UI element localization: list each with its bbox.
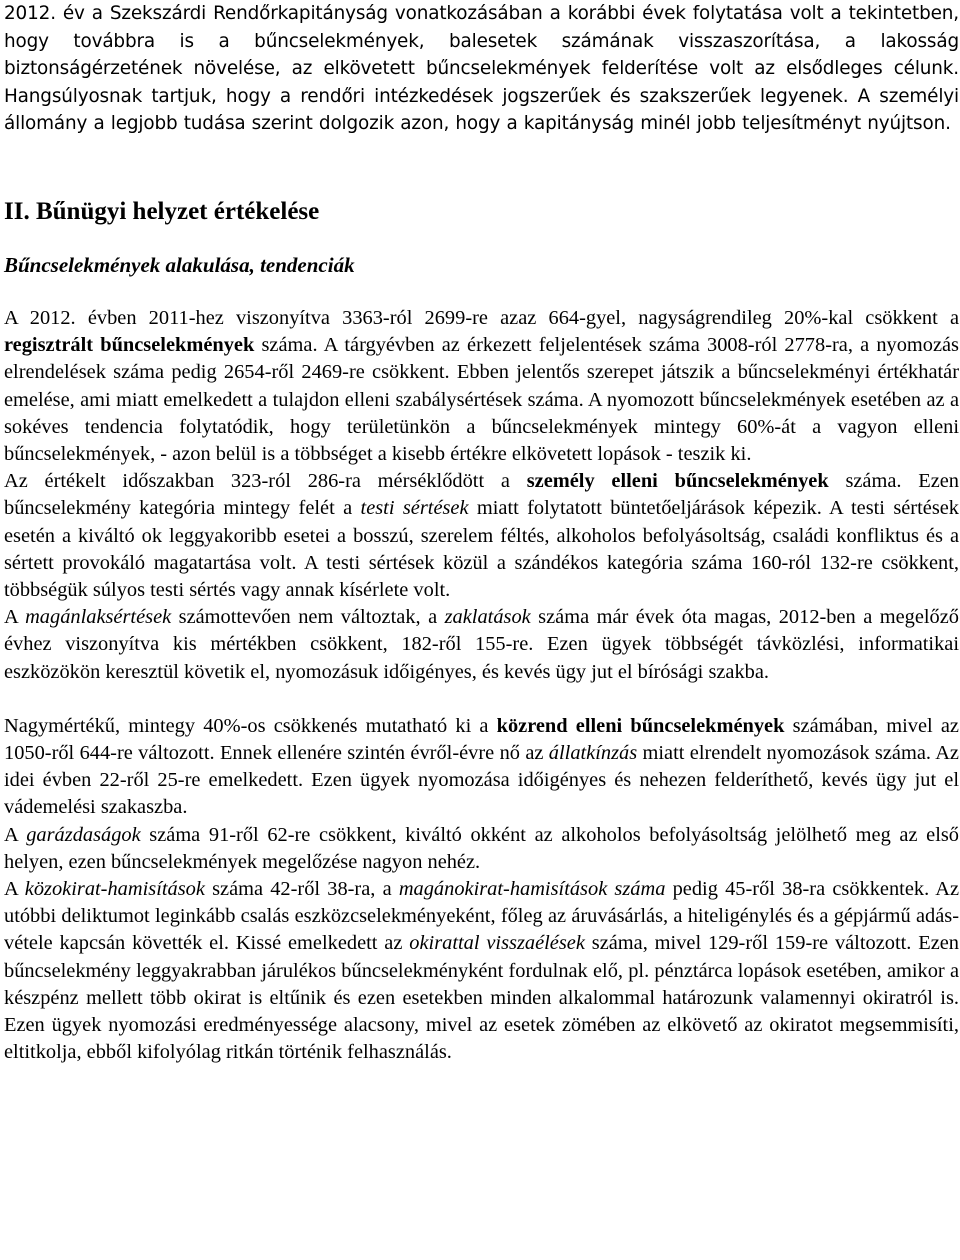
document-page [4, 0, 959, 1066]
italic-term: okirattal visszaélések [409, 932, 585, 955]
italic-term: magánlaksértések [25, 606, 172, 629]
paragraph-document-forgery [4, 876, 959, 1066]
intro-paragraph: 2012. év a Szekszárdi Rendőrkapitányság vonatkozásában a korábbi évek folytatása volt a tekintetben, hogy továbbra is a bűncselekmények, balesetek számának visszaszorítása, a lakosság biztonságérzetének növelése, az elkövetett bűncselekmények felderítése volt az elsődleges célunk. Hangsúlyosnak tartjuk, hogy a rendőri intézkedések jogszerűek és szakszerűek legyenek. A személyi állomány a legjobb tudása szerint dolgozik azon, hogy a kapitányság minél jobb teljesítményt nyújtson. [4, 3, 959, 135]
paragraph-public-order [4, 713, 959, 822]
section-subheading: Bűncselekmények alakulása, tendenciák [4, 252, 355, 277]
text-run: száma 91-ről 62-re csökkent, kiváltó okként az alkoholos befolyásoltság jelölhető meg az első helyen, ezen bűncselekmények megelőzése nagyon nehéz. [4, 823, 959, 873]
text-run: száma, mivel 129-ről 159-re változott. Ezen bűncselekmény leggyakrabban járulékos bűncselekményként fordulnak elő, pl. pénztárca lopások esetében, amikor a készpénz mellett több okirat is eltűnik és ezen esetekben minden alkalommal határozunk valamennyi okiratról is. Ezen ügyek nyomozási eredményessége alacsony, mivel az esetek zömében az elkövető az okiratot megsemmisíti, eltitkolja, ebből kifolyólag ritkán történik felhasználás. [4, 932, 960, 1064]
paragraph-trespass-harassment [4, 604, 959, 686]
text-run: A 2012. évben 2011-hez viszonyítva 3363-ról 2699-re azaz 664-gyel, nagyságrendileg 20%-kal csökkent a [4, 306, 959, 329]
text-run: számottevően nem változtak, a [171, 606, 445, 629]
text-run: A [4, 606, 26, 629]
text-run: száma 42-ről 38-ra, a [204, 878, 399, 901]
bold-term: regisztrált bűncselekmények [4, 334, 255, 357]
paragraph-crimes-against-person [4, 468, 959, 604]
text-run: száma. A tárgyévben az érkezett feljelentések száma 3008-ról 2778-ra, a nyomozás elrendelések száma pedig 2654-ről 2469-re csökkent. Ebben jelentős szerepet játszik a bűncselekményi értékhatár emelése, ami miatt emelkedett a tulajdon elleni szabálysértések száma. A nyomozott bűncselekmények esetében az a sokéves tendencia folytatódik, hogy területünkön a bűncselekmények mintegy 60%-át a vagyon elleni bűncselekmények, - azon belül is a többséget a kisebb értékre elkövetett lopások - teszik ki. [4, 334, 959, 465]
section-heading: II. Bűnügyi helyzet értékelése [4, 197, 320, 225]
italic-term: közokirat-hamisítások [24, 878, 205, 901]
text-run: száma. Ezen bűncselekmény kategória mintegy felét a [4, 470, 960, 520]
paragraph-registered-crimes [4, 305, 959, 468]
text-run: pedig 45-ről 38-ra csökkentek. Az utóbbi deliktumot leginkább csalás eszközcselekményeként, főleg az áruvásárlás, a hiteligénylés és a gépjármű adás-vétele kapcsán követték el. Kissé emelkedett az [4, 878, 960, 955]
text-run: száma már évek óta magas, 2012-ben a megelőző évhez viszonyítva kis mértékben csökkent, 182-ről 155-re. Ezen ügyek többségét távközlési, informatikai eszközökön keresztül követik el, nyomozásuk időigényes, és kevés ügy jut el bírósági szakba. [4, 606, 959, 683]
text-run: számában, mivel az 1050-ről 644-re változott. Ennek ellenére szintén évről-évre nő az [4, 714, 959, 765]
bold-term: személy elleni bűncselekmények [526, 470, 829, 493]
text-run: Az értékelt időszakban 323-ról 286-ra mérséklődött a [4, 470, 527, 493]
italic-term: testi sértések [360, 497, 469, 520]
italic-term: zaklatások [444, 606, 531, 629]
text-run: miatt elrendelt nyomozások száma. Az idei évben 22-ről 25-re emelkedett. Ezen ügyek nyomozása időigényes és nehezen felderíthető, kevés ügy jut el vádemelési szakaszba. [4, 742, 959, 819]
text-run: Nagymértékű, mintegy 40%-os csökkenés mutatható ki a [4, 714, 497, 737]
text-run: A [4, 878, 25, 901]
paragraph-gap [4, 686, 959, 713]
text-run: miatt folytatott büntetőeljárások képezik. A testi sértések esetén a kiváltó ok leggyakoribb esetei a bosszú, szerelem féltés, alkoholos befolyásoltság, családi konfliktus és a sértett provokáló magatartása volt. A testi sértések közül a szándékos kategória száma 160-ról 132-re csökkent, többségük súlyos testi sértés vagy annak kísérlete volt. [4, 497, 959, 601]
paragraph-disorderly-conduct [4, 822, 959, 876]
text-run: A [4, 823, 27, 846]
bold-term: közrend elleni bűncselekmények [496, 714, 785, 737]
italic-term: állatkínzás [548, 742, 638, 765]
italic-term: garázdaságok [26, 823, 141, 846]
italic-term: magánokirat-hamisítások száma [398, 878, 666, 901]
